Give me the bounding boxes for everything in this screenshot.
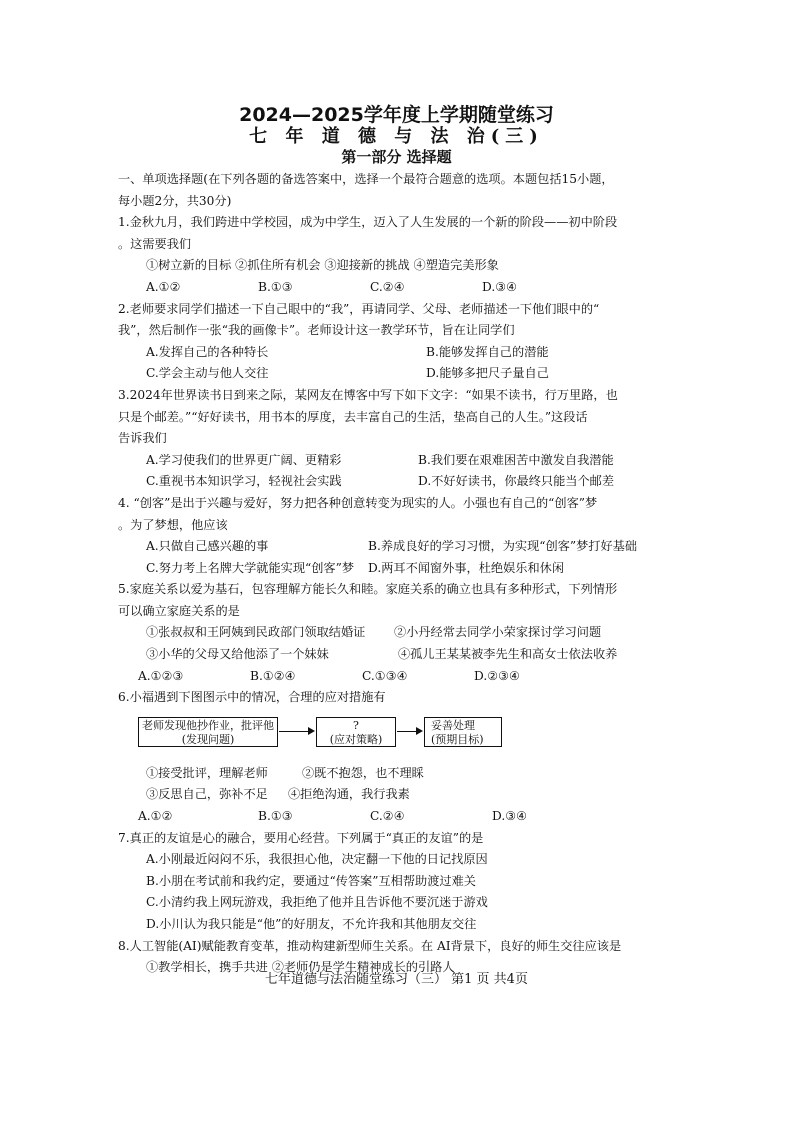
q6-flowchart	[138, 713, 678, 761]
q1-stem-cont: 。这需要我们	[118, 236, 192, 251]
q7-option-d: D.小川认为我只能是“他”的好朋友，不允许我和其他朋友交往	[146, 917, 477, 931]
q5-stem: 5.家庭关系以爱为基石，包容理解方能长久和睦。家庭关系的确立也具有多种形式，下列情形	[118, 582, 618, 597]
flow-box-problem	[138, 717, 278, 747]
q1-option-d: D.③④	[482, 279, 518, 294]
flow-box-strategy	[316, 717, 396, 747]
flow-box-goal-label: (预期目标)	[431, 732, 484, 746]
q5-option-c: C.①③④	[362, 668, 408, 683]
q6-stem: 6.小福遇到下图图示中的情况，合理的应对措施有	[118, 690, 386, 705]
q4-option-d: D.两耳不闻窗外事，杜绝娱乐和休闲	[368, 560, 565, 575]
q5-item-4: ④孤儿王某某被李先生和高女士依法收养	[398, 647, 618, 662]
flow-arrow-2	[397, 731, 421, 732]
flow-box-goal-text: 妥善处理	[431, 718, 475, 732]
q7-stem: 7.真正的友谊是心的融合，要用心经营。下列属于“真正的友谊”的是	[118, 830, 484, 845]
q1-options	[118, 277, 678, 299]
q2-stem: 2.老师要求同学们描述一下自己眼中的“我”，再请同学、父母、老师描述一下他们眼中的“	[118, 301, 600, 316]
part-title: 第一部分 选择题	[341, 148, 452, 166]
q8-items: ①教学相长，携手共进 ②老师仍是学生精神成长的引路人	[146, 960, 455, 975]
q3-option-d: D.不好好读书，你最终只能当个邮差	[418, 474, 615, 489]
flow-box-strategy-text: ?	[353, 718, 359, 732]
q2-option-c: C.学会主动与他人交往	[146, 366, 269, 381]
q6-option-b: B.①③	[258, 809, 293, 824]
q6-item-3: ③反思自己，弥补不足	[146, 787, 268, 802]
q8-stem: 8.人工智能(AI)赋能教育变革，推动构建新型师生关系。在 AI背景下，良好的师生交往应该是	[118, 938, 622, 953]
q6-item-4: ④拒绝沟通，我行我素	[288, 787, 410, 802]
q2-option-b: B.能够发挥自己的潜能	[426, 344, 549, 359]
q4-stem-cont: 。为了梦想，他应该	[118, 517, 228, 532]
q6-option-c: C.②④	[370, 809, 405, 824]
q3-stem-end: 告诉我们	[118, 431, 167, 446]
flow-box-problem-text: 老师发现他抄作业，批评他	[142, 718, 274, 732]
question-body	[118, 169, 678, 979]
flow-box-problem-label: (发现问题)	[181, 732, 235, 746]
q5-option-d: D.②③④	[474, 668, 520, 683]
q1-option-b: B.①③	[258, 279, 293, 294]
q4-options-row1	[118, 536, 678, 558]
q1-option-a: A.①②	[146, 279, 181, 294]
page-footer: 七年道德与法治随堂练习（三） 第1 页 共4页	[265, 972, 528, 987]
q5-option-a: A.①②③	[138, 668, 184, 683]
q4-option-a: A.只做自己感兴趣的事	[146, 539, 269, 554]
section-instructions: 一、单项选择题(在下列各题的备选答案中，选择一个最符合题意的选项。本题包括15小题，	[118, 172, 614, 186]
q2-option-d: D.能够多把尺子量自己	[426, 366, 549, 381]
q2-options-row2	[118, 363, 678, 385]
q2-option-a: A.发挥自己的各种特长	[146, 344, 269, 359]
q5-items-row1	[118, 622, 678, 644]
q3-option-b: B.我们要在艰难困苦中激发自我潜能	[418, 452, 614, 467]
q5-options	[118, 666, 678, 688]
q1-items: ①树立新的目标 ②抓住所有机会 ③迎接新的挑战 ④塑造完美形象	[146, 258, 499, 273]
q4-options-row2	[118, 558, 678, 580]
q3-stem: 3.2024年世界读书日到来之际，某网友在博客中写下如下文字：“如果不读书，行万里路，也	[118, 387, 618, 402]
q2-stem-cont: 我”，然后制作一张“我的画像卡”。老师设计这一教学环节，旨在让同学们	[118, 323, 515, 338]
q3-option-c: C.重视书本知识学习，轻视社会实践	[146, 474, 342, 489]
exam-title: 2024—2025学年度上学期随堂练习	[239, 104, 554, 126]
q6-option-d: D.③④	[492, 809, 528, 824]
flow-box-goal	[424, 717, 502, 747]
q7-option-a: A.小刚最近闷闷不乐，我很担心他，决定翻一下他的日记找原因	[146, 852, 488, 867]
q6-items-row1	[118, 763, 678, 785]
q3-option-a: A.学习使我们的世界更广阔、更精彩	[146, 452, 342, 467]
q4-option-c: C.努力考上名牌大学就能实现“创客”梦	[146, 560, 355, 575]
q3-stem-cont: 只是个邮差。”“好好读书，用书本的厚度，去丰富自己的生活，垫高自己的人生。”这段话	[118, 409, 588, 424]
q6-option-a: A.①②	[138, 809, 173, 824]
q3-options-row2	[118, 471, 678, 493]
q5-stem-cont: 可以确立家庭关系的是	[118, 603, 240, 618]
q5-items-row2	[118, 644, 678, 666]
q1-option-c: C.②④	[370, 279, 405, 294]
q5-item-1: ①张叔叔和王阿姨到民政部门领取结婚证	[146, 625, 366, 640]
q4-stem: 4. “创客”是出于兴趣与爱好，努力把各种创意转变为现实的人。小强也有自己的“创客”梦	[118, 495, 598, 510]
q3-options-row1	[118, 450, 678, 472]
q1-stem: 1.金秋九月，我们跨进中学校园，成为中学生，迈入了人生发展的一个新的阶段——初中阶段	[118, 215, 618, 230]
q6-item-2: ②既不抱怨，也不理睬	[302, 765, 424, 780]
q5-option-b: B.①②④	[250, 668, 296, 683]
q5-item-3: ③小华的父母又给他添了一个妹妹	[146, 647, 329, 662]
flow-arrow-1	[279, 731, 313, 732]
section-instructions-cont: 每小题2分，共30分)	[118, 193, 232, 208]
q7-option-b: B.小朋在考试前和我约定，要通过“传答案”互相帮助渡过难关	[146, 873, 476, 888]
q7-option-c: C.小清约我上网玩游戏，我拒绝了他并且告诉他不要沉迷于游戏	[146, 895, 488, 910]
flow-box-strategy-label: (应对策略)	[329, 732, 383, 746]
q2-options-row1	[118, 342, 678, 364]
q4-option-b: B.养成良好的学习习惯，为实现“创客”梦打好基础	[368, 539, 638, 554]
q6-options	[118, 806, 678, 828]
q6-items-row2	[118, 784, 678, 806]
q6-item-1: ①接受批评，理解老师	[146, 765, 268, 780]
q5-item-2: ②小丹经常去同学小荣家探讨学习问题	[394, 625, 602, 640]
subject-title: 七 年 道 德 与 法 治(三)	[249, 126, 544, 147]
